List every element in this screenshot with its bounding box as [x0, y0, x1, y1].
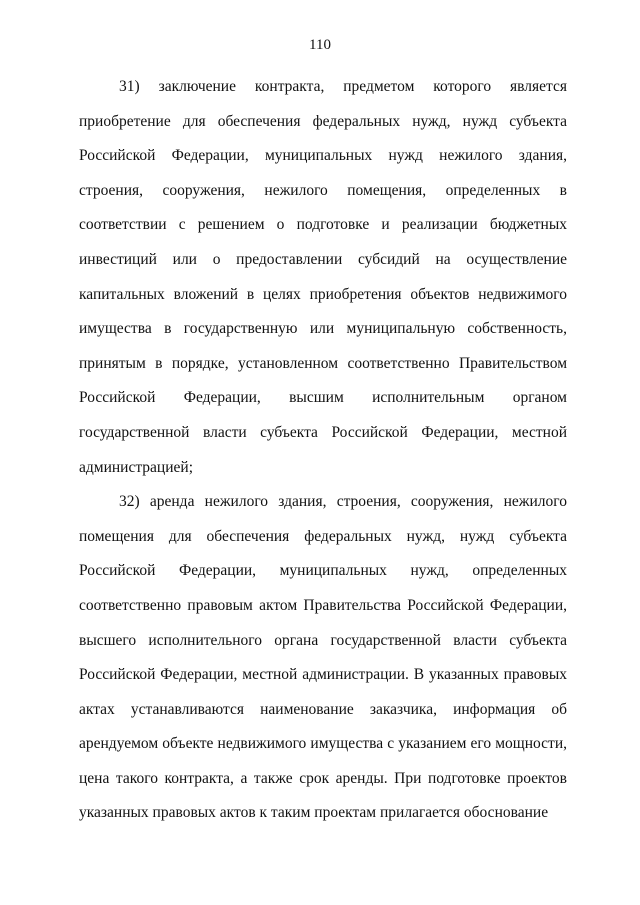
page-number: 110 — [309, 37, 331, 53]
paragraph-item-32: 32) аренда нежилого здания, строения, сооружения, нежилого помещения для обеспечения федеральных нужд, нужд субъекта Российской Федерации, муниципальных нужд, определенных соответственно правовым актом Правительства Российской Федерации, высшего исполнительного органа государственной власти субъекта Российской Федерации, местной администрации. В указанных правовых актах устанавливаются наименование заказчика, информация об арендуемом объекте недвижимого имущества с указанием его мощности, цена такого контракта, а также срок аренды. При подготовке проектов указанных правовых актов к таким проектам прилагается обоснование — [79, 493, 567, 822]
document-body — [79, 70, 567, 831]
paragraph-item-31: 31) заключение контракта, предметом которого является приобретение для обеспечения федеральных нужд, нужд субъекта Российской Федерации, муниципальных нужд нежилого здания, строения, сооружения, нежилого помещения, определенных в соответствии с решением о подготовке и реализации бюджетных инвестиций или о предоставлении субсидий на осуществление капитальных вложений в целях приобретения объектов недвижимого имущества в государственную или муниципальную собственность, принятым в порядке, установленном соответственно Правительством Российской Федерации, высшим исполнительным органом государственной власти субъекта Российской Федерации, местной администрацией; — [79, 78, 567, 476]
